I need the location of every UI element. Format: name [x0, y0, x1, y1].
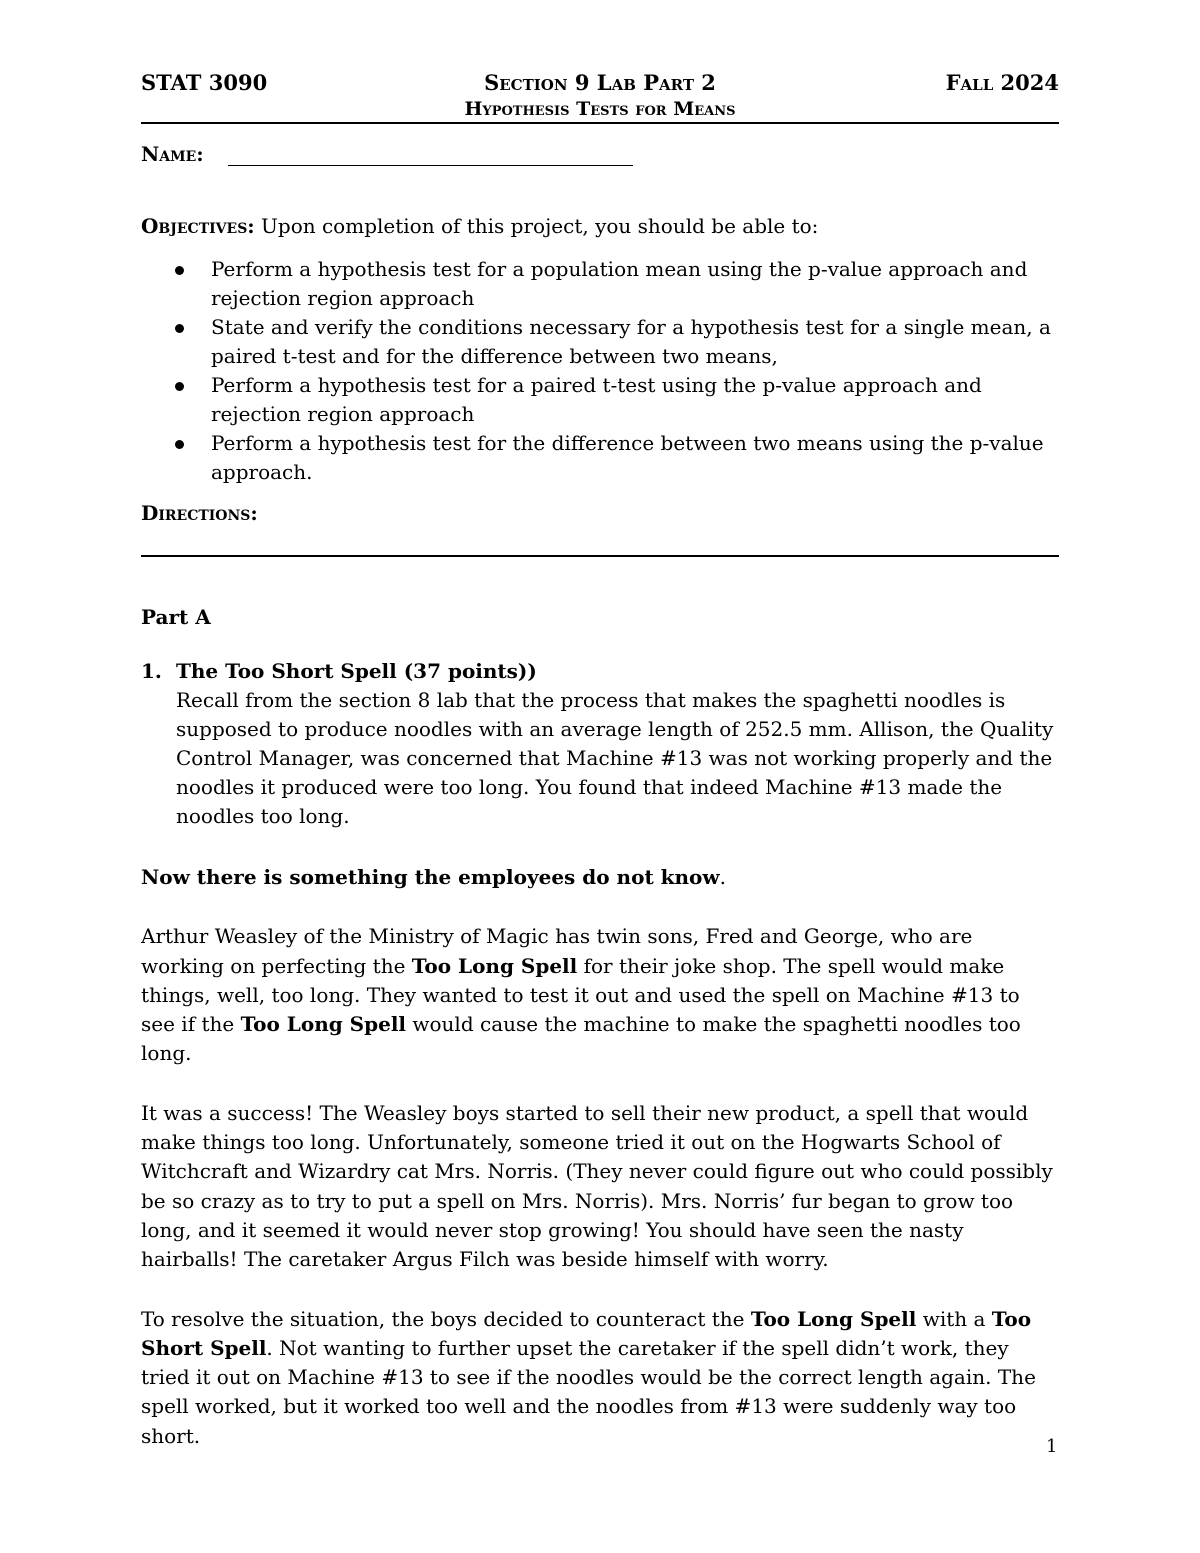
- course-code: STAT 3090: [141, 70, 268, 95]
- bullet-icon: [175, 324, 184, 333]
- list-item: Perform a hypothesis test for a paired t-test using the p-value approach and rejection region approach: [141, 371, 1059, 429]
- part-a-heading: Part A: [141, 605, 211, 629]
- question-number: 1.: [141, 659, 162, 683]
- header-row: [141, 70, 1059, 102]
- name-blank-line: [228, 145, 633, 166]
- directions-divider: [141, 555, 1059, 557]
- objectives-label: Objectives:: [141, 214, 255, 238]
- paragraph-weasley: Arthur Weasley of the Ministry of Magic has twin sons, Fred and George, who are working on perfecting the Too Long Spell for their joke shop. The spell would make things, well, too long. They wanted to test it out and used the spell on Machine #13 to see if the Too Long Spell would cause the machine to make the spaghetti noodles too long.: [141, 924, 1021, 1066]
- question-title: The Too Short Spell (37 points)): [176, 659, 537, 683]
- question-1: [141, 657, 1059, 831]
- bullet-icon: [175, 382, 184, 391]
- list-item: Perform a hypothesis test for a population mean using the p-value approach and rejection region approach: [141, 255, 1059, 313]
- question-text: Recall from the section 8 lab that the process that makes the spaghetti noodles is supposed to produce noodles with an average length of 252.5 mm. Allison, the Quality Control Manager, was concerned that Machine #13 was not working properly and the noodles it produced were too long. You found that indeed Machine #13 made the noodles too long.: [176, 688, 1054, 828]
- term: Fall 2024: [945, 70, 1059, 95]
- document-page: [141, 70, 1059, 1451]
- bullet-icon: [175, 266, 184, 275]
- paragraph-secret: Now there is something the employees do not know.: [141, 865, 726, 889]
- objectives-section: [141, 212, 1059, 241]
- objectives-intro: Upon completion of this project, you should be able to:: [261, 214, 819, 238]
- document-subtitle: Hypothesis Tests for Means: [464, 98, 736, 120]
- bullet-icon: [175, 440, 184, 449]
- objectives-list: [141, 255, 1059, 487]
- list-item: State and verify the conditions necessary for a hypothesis test for a single mean, a paired t-test and for the difference between two means,: [141, 313, 1059, 371]
- page-number: 1: [1046, 1436, 1058, 1457]
- name-field: [141, 142, 1059, 166]
- section-title: Section 9 Lab Part 2: [484, 70, 716, 95]
- directions-label: Directions:: [141, 501, 258, 525]
- paragraph-resolution: To resolve the situation, the boys decided to counteract the Too Long Spell with a Too Short Spell. Not wanting to further upset the caretaker if the spell didn’t work, they tried it out on Machine #13 to see if the noodles would be the correct length again. The spell worked, but it worked too well and the noodles from #13 were suddenly way too short.: [141, 1306, 1036, 1448]
- paragraph-mrs-norris: It was a success! The Weasley boys started to sell their new product, a spell that would make things too long. Unfortunately, someone tried it out on the Hogwarts School of Witchcraft and Wizardry cat Mrs. Norris. (They never could figure out who could possibly be so crazy as to try to put a spell on Mrs. Norris). Mrs. Norris’ fur began to grow too long, and it seemed it would never stop growing! You should have seen the nasty hairballs! The caretaker Argus Filch was beside himself with worry.: [141, 1100, 1053, 1272]
- name-label: Name:: [141, 142, 204, 166]
- list-item: Perform a hypothesis test for the difference between two means using the p-value approach.: [141, 429, 1059, 487]
- header-divider: [141, 122, 1059, 124]
